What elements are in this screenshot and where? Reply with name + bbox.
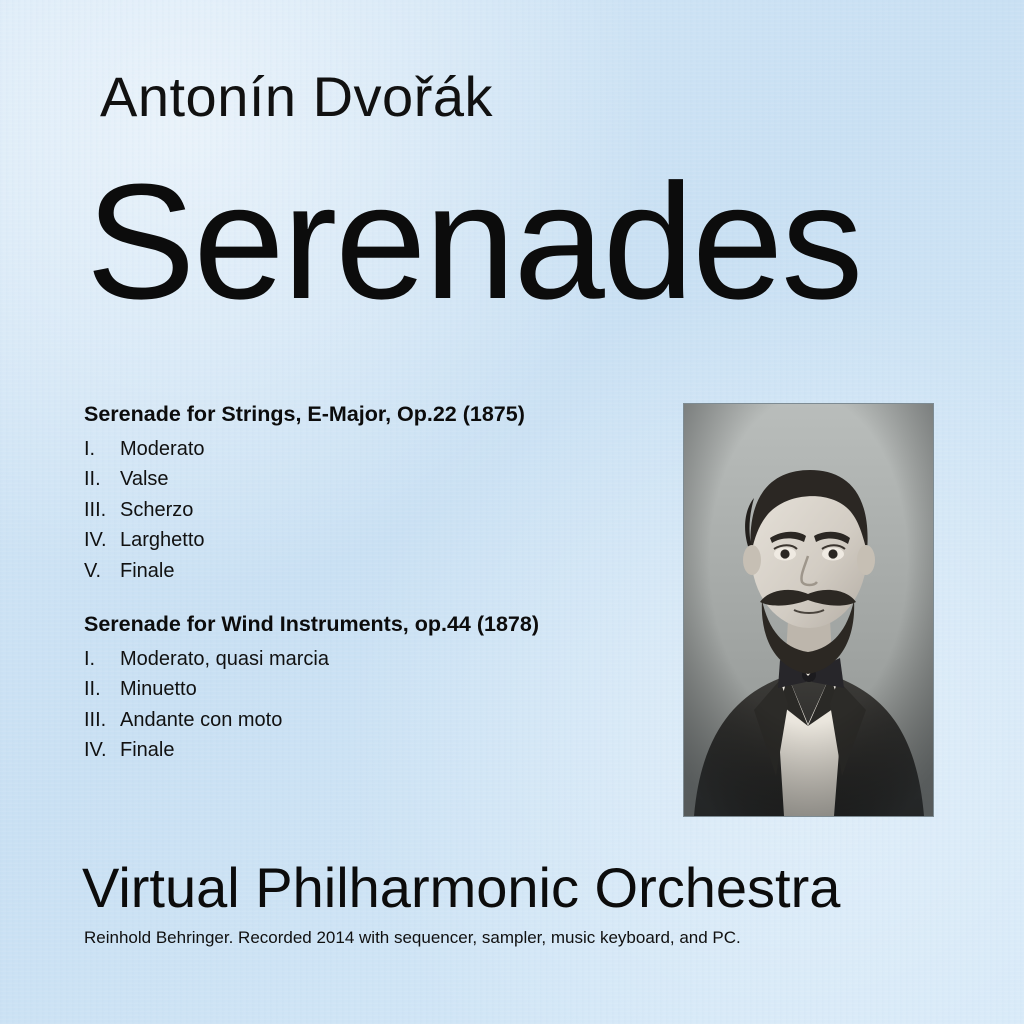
composer-name: Antonín Dvořák: [100, 65, 493, 128]
work-title: Serenade for Wind Instruments, op.44 (1878): [84, 611, 539, 636]
movement-number: III.: [84, 498, 107, 521]
work-title: Serenade for Strings, E-Major, Op.22 (1875): [84, 402, 525, 426]
track-listing: [84, 402, 664, 792]
movement-name: Valse: [120, 468, 169, 491]
movement-number: IV.: [84, 739, 107, 762]
movement-name: Minuetto: [120, 678, 197, 701]
album-title: Serenades: [86, 150, 862, 333]
movement-name: Moderato: [120, 438, 205, 460]
portrait-illustration: [684, 404, 933, 816]
work-block: [84, 402, 664, 586]
ensemble-name: Virtual Philharmonic Orchestra: [82, 856, 841, 919]
movement-item: [84, 705, 664, 735]
movement-name: Finale: [120, 739, 175, 762]
movement-item: [84, 735, 664, 765]
movement-item: [84, 525, 664, 555]
movement-number: I.: [84, 438, 96, 460]
movement-item: [84, 434, 664, 464]
movement-item: [84, 556, 664, 586]
movement-number: IV.: [84, 529, 107, 552]
movement-number: V.: [84, 559, 102, 582]
work-block: [84, 612, 664, 766]
movement-name: Finale: [120, 559, 175, 582]
movement-item: [84, 495, 664, 525]
movement-number: III.: [84, 708, 107, 731]
movement-name: Larghetto: [120, 529, 205, 552]
movement-number: II.: [84, 678, 101, 701]
movement-item: [84, 644, 664, 674]
movement-name: Andante con moto: [120, 708, 283, 731]
movement-number: I.: [84, 647, 96, 670]
movement-item: [84, 464, 664, 494]
movement-number: II.: [84, 468, 101, 491]
composer-portrait: [683, 403, 934, 817]
credits-line: Reinhold Behringer. Recorded 2014 with sequencer, sampler, music keyboard, and PC.: [84, 928, 741, 947]
movement-item: [84, 674, 664, 704]
movement-name: Scherzo: [120, 498, 194, 521]
movement-name: Moderato, quasi marcia: [120, 647, 329, 670]
